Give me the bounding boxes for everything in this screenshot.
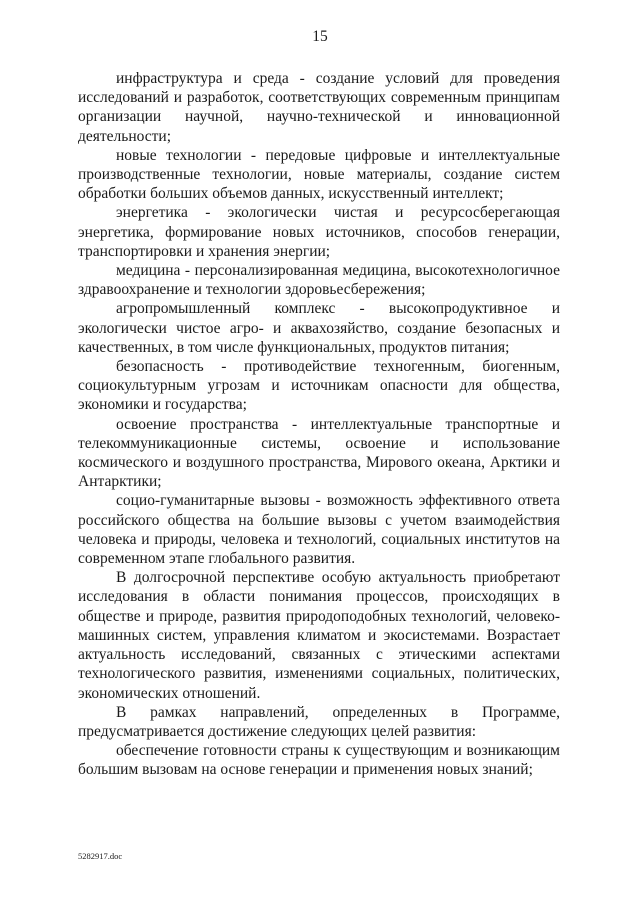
page-number: 15 xyxy=(312,28,328,45)
paragraph-infrastructure: инфраструктура и среда - создание условий для проведения исследований и разработок, соответствующих современным принципам организации научной, научно-технической и инновационной деятельности; xyxy=(78,70,560,145)
document-body xyxy=(78,69,560,780)
paragraph-security: безопасность - противодействие техногенным, биогенным, социокультурным угрозам и источникам опасности для общества, экономики и государства; xyxy=(78,358,560,414)
paragraph-medicine: медицина - персонализированная медицина, высокотехнологичное здравоохранение и технологии здоровьесбережения; xyxy=(78,262,560,299)
paragraph-long-term-perspective: В долгосрочной перспективе особую актуальность приобретают исследования в области понимания процессов, происходящих в обществе и природе, развития природоподобных технологий, человеко-машинных систем, управления климатом и экосистемами. Возрастает актуальность исследований, связанных с этическими аспектами технологического развития, изменениями социальных, политических, экономических отношений. xyxy=(78,569,560,702)
paragraph-energy: энергетика - экологически чистая и ресурсосберегающая энергетика, формирование новых источников, способов генерации, транспортировки и хранения энергии; xyxy=(78,204,560,260)
paragraph-new-technologies: новые технологии - передовые цифровые и интеллектуальные производственные технологии, новые материалы, создание систем обработки больших объемов данных, искусственный интеллект; xyxy=(78,146,560,203)
paragraph-space-exploration: освоение пространства - интеллектуальные транспортные и телекоммуникационные системы, освоение и использование космического и воздушного пространства, Мирового океана, Арктики и Антарктики; xyxy=(78,415,560,491)
paragraph-program-goals-intro: В рамках направлений, определенных в Программе, предусматривается достижение следующих целей развития: xyxy=(78,703,560,740)
paragraph-socio-humanitarian: социо-гуманитарные вызовы - возможность эффективного ответа российского общества на большие вызовы с учетом взаимодействия человека и природы, человека и технологий, социальных институтов на современном этапе глобального развития. xyxy=(78,492,560,568)
document-file-code: 5282917.doc xyxy=(78,851,123,861)
paragraph-agro-industrial: агропромышленный комплекс - высокопродуктивное и экологически чистое агро- и аквахозяйство, создание безопасных и качественных, в том числе функциональных, продуктов питания; xyxy=(78,300,560,356)
paragraph-readiness-goal: обеспечение готовности страны к существующим и возникающим большим вызовам на основе генерации и применения новых знаний; xyxy=(78,742,560,779)
